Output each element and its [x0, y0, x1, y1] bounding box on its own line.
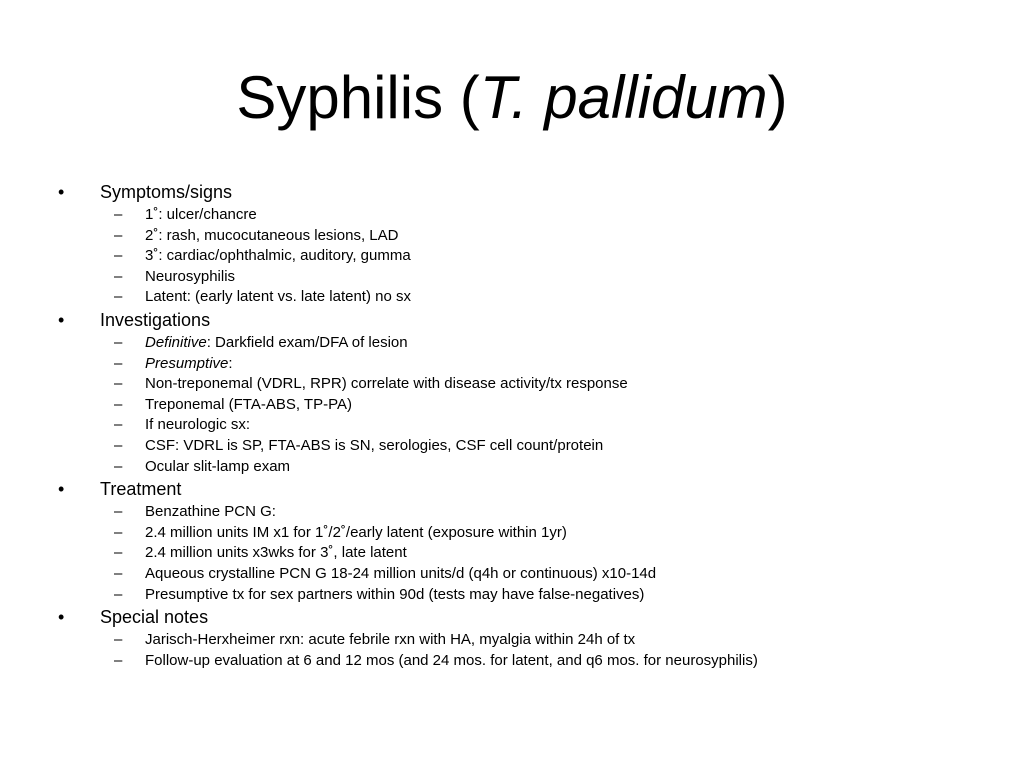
- sub-item-text: [145, 287, 411, 308]
- title-main: Syphilis (: [236, 64, 480, 131]
- sub-item-body: Follow-up evaluation at 6 and 12 mos (and 24 mos. for latent, and q6 mos. for neurosyphilis): [145, 651, 758, 669]
- sub-item: [0, 585, 1000, 606]
- sub-item: [0, 523, 1000, 544]
- sub-item-text: [145, 226, 398, 247]
- sub-item-text: [145, 267, 235, 288]
- bullet-label: Investigations: [100, 309, 211, 330]
- sub-item-body: 1˚: ulcer/chancre: [145, 206, 257, 223]
- sub-item-body: If neurologic sx:: [145, 416, 251, 434]
- sub-item: [0, 651, 1000, 672]
- sub-item-body: : Darkfield exam/DFA of lesion: [206, 333, 408, 351]
- bullet-item: [0, 477, 1000, 502]
- sub-item-body: Treponemal (FTA-ABS, TP-PA): [145, 395, 352, 413]
- sub-item-text: [145, 543, 407, 564]
- sub-item-text: [145, 374, 628, 395]
- bullet-item: [0, 180, 1000, 205]
- bullet-label: Treatment: [100, 479, 182, 500]
- sub-item-body: Ocular slit-lamp exam: [145, 457, 291, 475]
- bullet-item: [0, 605, 1000, 630]
- title-close: ): [767, 64, 788, 131]
- sub-item: [0, 374, 1000, 395]
- sub-marker: –: [114, 544, 123, 562]
- sub-item-body: Non-treponemal (VDRL, RPR) correlate with disease activity/tx response: [145, 375, 628, 393]
- sub-item-body: 2.4 million units IM x1 for 1˚/2˚/early latent (exposure within 1yr): [145, 523, 567, 541]
- sub-item-emphasis: Definitive: [145, 333, 207, 351]
- sub-item-body: 2˚: rash, mucocutaneous lesions, LAD: [145, 226, 399, 244]
- slide-title: [0, 58, 1024, 138]
- sub-item-body: Presumptive tx for sex partners within 90d (tests may have false-negatives): [145, 585, 645, 603]
- sub-marker: –: [114, 523, 123, 541]
- sub-marker: –: [114, 436, 123, 454]
- sub-item-emphasis: Presumptive: [145, 354, 229, 372]
- sub-marker: –: [114, 585, 123, 603]
- section-investigations: [0, 308, 1000, 477]
- sub-item-body: 2.4 million units x3wks for 3˚, late latent: [145, 544, 407, 562]
- sub-item-body: Benzathine PCN G:: [145, 503, 276, 521]
- sub-item-body: Aqueous crystalline PCN G 18-24 million units/d (q4h or continuous) x10-14d: [145, 564, 657, 582]
- sub-item-body: 3˚: cardiac/ophthalmic, auditory, gumma: [145, 247, 411, 265]
- sub-item: [0, 543, 1000, 564]
- bullet-marker: •: [58, 182, 65, 202]
- sub-item-text: [145, 630, 635, 651]
- bullet-marker: •: [58, 309, 65, 330]
- sub-item-text: [145, 585, 644, 606]
- sub-item: [0, 333, 1000, 354]
- sub-item: [0, 267, 1000, 288]
- sub-item-text: [145, 333, 408, 354]
- sub-item: [0, 502, 1000, 523]
- sub-item-text: [145, 651, 758, 672]
- sub-marker: –: [114, 651, 123, 669]
- sub-item-text: [145, 354, 233, 375]
- sub-item-text: [145, 205, 257, 226]
- sub-marker: –: [114, 416, 123, 434]
- sub-marker: –: [114, 395, 123, 413]
- sub-item: [0, 246, 1000, 267]
- sub-marker: –: [114, 503, 123, 521]
- slide-content: [0, 180, 1000, 671]
- sub-item: [0, 436, 1000, 457]
- sub-item: [0, 205, 1000, 226]
- sub-item: [0, 395, 1000, 416]
- sub-marker: –: [114, 267, 123, 285]
- sub-marker: –: [114, 631, 123, 649]
- bullet-item: [0, 308, 1000, 333]
- sub-item-text: [145, 502, 276, 523]
- sub-item-body: Latent: (early latent vs. late latent) no sx: [145, 288, 411, 306]
- sub-item: [0, 354, 1000, 375]
- sub-marker: –: [114, 247, 123, 265]
- sub-item: [0, 457, 1000, 478]
- sub-item-body: Jarisch-Herxheimer rxn: acute febrile rxn with HA, myalgia within 24h of tx: [145, 631, 636, 649]
- sub-marker: –: [114, 457, 123, 475]
- sub-item-text: [145, 457, 290, 478]
- sub-marker: –: [114, 375, 123, 393]
- section-symptoms-signs: [0, 180, 1000, 308]
- sub-item-text: [145, 564, 656, 585]
- bullet-label: Symptoms/signs: [100, 182, 233, 202]
- section-treatment: [0, 477, 1000, 605]
- sub-item-text: [145, 395, 352, 416]
- bullet-marker: •: [58, 479, 65, 500]
- sub-item-text: [145, 436, 603, 457]
- sub-marker: –: [114, 288, 123, 306]
- sub-item-text: [145, 415, 250, 436]
- sub-marker: –: [114, 564, 123, 582]
- sub-item-text: [145, 246, 411, 267]
- sub-item-body: CSF: VDRL is SP, FTA-ABS is SN, serologies, CSF cell count/protein: [145, 436, 604, 454]
- sub-item: [0, 630, 1000, 651]
- title-italic: T. pallidum: [479, 64, 768, 131]
- sub-item: [0, 287, 1000, 308]
- sub-item: [0, 564, 1000, 585]
- bullet-label: Special notes: [100, 607, 209, 628]
- bullet-marker: •: [58, 607, 65, 628]
- sub-marker: –: [114, 226, 123, 244]
- sub-marker: –: [114, 354, 123, 372]
- sub-item: [0, 415, 1000, 436]
- sub-marker: –: [114, 206, 123, 223]
- sub-marker: –: [114, 333, 123, 351]
- sub-item-text: [145, 523, 567, 544]
- sub-item-body: Neurosyphilis: [145, 267, 236, 285]
- sub-item-body: :: [228, 354, 233, 372]
- sub-item: [0, 226, 1000, 247]
- section-special-notes: [0, 605, 1000, 671]
